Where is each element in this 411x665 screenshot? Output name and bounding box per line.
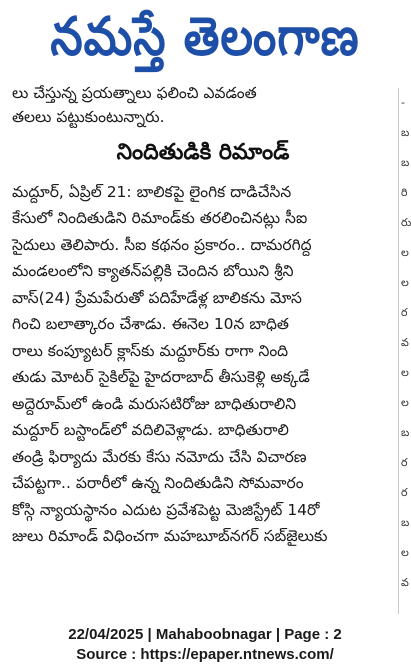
adjacent-column-glyph: ర xyxy=(401,306,408,319)
article-body-line: గించి బలాత్కారం చేశాడు. ఈనెల 10న బాధిత xyxy=(12,315,289,333)
headline-box xyxy=(12,137,394,173)
page-footer xyxy=(0,625,410,665)
adjacent-column-glyph: - xyxy=(401,96,405,109)
adjacent-column-glyph: బ xyxy=(401,426,410,439)
article-body-line: జులు రిమాండ్ విధించగా మహబూబ్‌నగర్ సబ్‌జైలుకు xyxy=(12,527,328,545)
article-body-line: కేసులో నిందితుడిని రిమాండ్‌కు తరలించినట్లు సీఐ xyxy=(12,209,308,227)
adjacent-column-glyph: ల xyxy=(401,396,409,409)
adjacent-column-glyph: ల xyxy=(401,366,409,379)
news-article xyxy=(12,84,394,614)
adjacent-column-glyph: ర xyxy=(401,456,408,469)
article-body-line: మద్దూర్, ఏప్రిల్ 21: బాలికపై లైంగిక దాడిచేసిన xyxy=(12,182,292,201)
article-body-line: కోస్గి న్యాయస్థానం ఎదుట ప్రవేశపెట్ట మెజిస్ట్రేట్ 14రో xyxy=(12,500,320,519)
adjacent-column-glyph: రి xyxy=(401,186,408,199)
article-headline: నిందితుడికి రిమాండ్ xyxy=(116,139,290,165)
adjacent-column-glyph: వ xyxy=(401,336,409,349)
article-body-line: అద్దెరూమ్‌లో ఉండి మరుసటిరోజు బాధితురాలిని xyxy=(12,394,297,413)
article-body-line: తుడు మోటర్ సైకిల్‌పై హైదరాబాద్ తీసుకెళ్లి అక్కడే xyxy=(12,368,310,386)
newspaper-title: నమస్తే తెలంగాణ xyxy=(50,5,360,68)
article-body-line: రాలు కంప్యూటర్ క్లాస్‌కు మద్దూర్‌కు రాగా నింది xyxy=(12,341,289,360)
article-intro-line-2: తలలు పట్టుకుంటున్నారు. xyxy=(12,108,165,126)
article-body-line: మండలంలోని క్యాతన్‌పల్లికి చెందిన బోయిని శ్రీని xyxy=(12,262,294,280)
source-credit: Source : https://epaper.ntnews.com/ xyxy=(76,646,334,663)
adjacent-column-glyph: రు xyxy=(401,216,411,229)
adjacent-column-glyph: ల xyxy=(401,246,409,259)
edition-info: 22/04/2025 | Mahaboobnagar | Page : 2 xyxy=(68,626,342,643)
article-body-line: మద్దూర్ బస్టాండ్‌లో వదిలివెళ్లాడు. బాధితురాలి xyxy=(12,421,289,439)
article-body-line: వాస్(24) ప్రేమపేరుతో పదిహేడేళ్ల బాలికను మోస xyxy=(12,288,302,307)
adjacent-column-glyph: ల xyxy=(401,546,409,559)
article-body-line: చేపట్టగా.. పరారీలో ఉన్న నిందితుడిని సోమవారం xyxy=(12,474,304,492)
newspaper-masthead xyxy=(0,0,410,86)
article-body-line: సైదులు తెలిపారు. సీఐ కథనం ప్రకారం.. దామరగిద్ద xyxy=(12,235,312,254)
article-body-line: తండ్రి ఫిర్యాదు మేరకు కేసు నమోదు చేసి విచారణ xyxy=(12,447,307,466)
adjacent-column-glyph: ల xyxy=(401,276,409,289)
adjacent-column-fragment xyxy=(401,88,410,614)
column-divider xyxy=(398,88,399,614)
adjacent-column-glyph: వ xyxy=(401,576,409,589)
adjacent-column-glyph: ర xyxy=(401,486,408,499)
adjacent-column-glyph: బ xyxy=(401,516,410,529)
article-intro-line-1: లు చేస్తున్న ప్రయత్నాలు ఫలించి ఎవడంత xyxy=(12,84,257,102)
adjacent-column-glyph: బ xyxy=(401,156,410,169)
adjacent-column-glyph: బ xyxy=(401,126,410,139)
